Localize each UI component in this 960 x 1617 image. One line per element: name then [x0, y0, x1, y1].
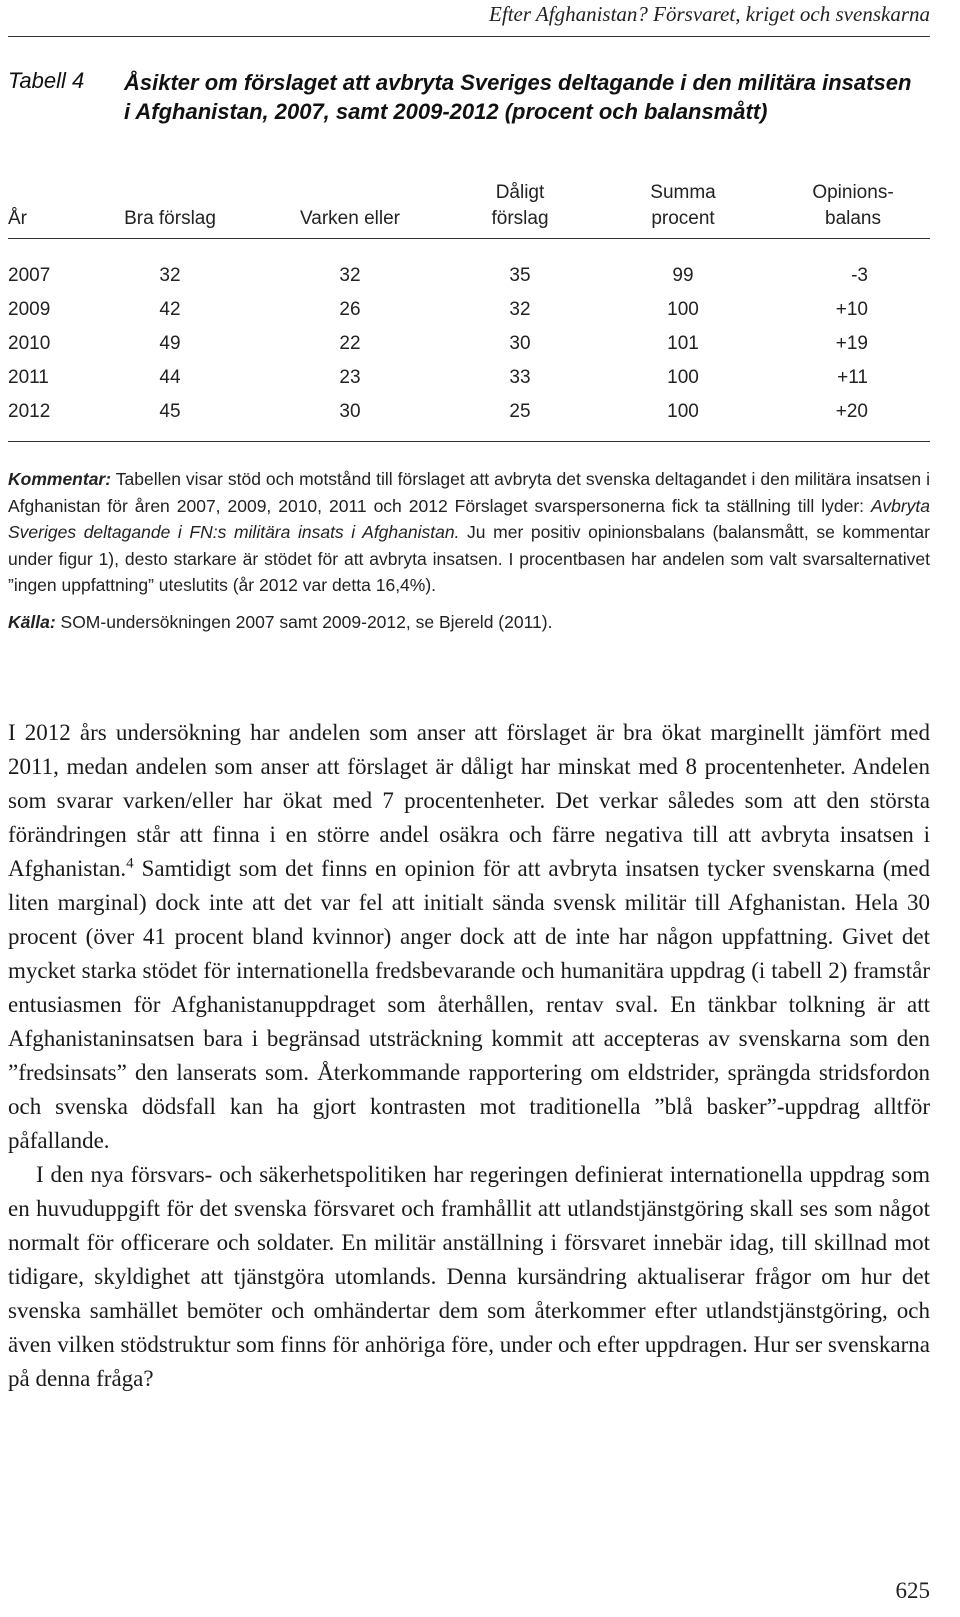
header-bad-line1: Dåligt — [495, 182, 545, 203]
cell-year: 2007 — [8, 265, 51, 286]
cell-sum: 99 — [672, 265, 694, 286]
header-neither-line2: Varken eller — [300, 208, 400, 229]
cell-balance: +20 — [835, 401, 868, 422]
header-rule — [8, 36, 930, 37]
cell-year: 2012 — [8, 401, 51, 422]
header-sum-percent — [608, 180, 758, 232]
cell-year: 2011 — [8, 367, 49, 388]
source-text: SOM-undersökningen 2007 samt 2009-2012, se Bjereld (2011). — [55, 611, 553, 632]
source-label: Källa: — [8, 611, 56, 632]
cell-neither: 22 — [339, 333, 361, 354]
cell-good: 49 — [159, 333, 181, 354]
cell-neither: 30 — [339, 401, 361, 422]
cell-good: 32 — [159, 265, 181, 286]
table-row — [8, 259, 930, 293]
table-row — [8, 327, 930, 361]
data-table — [8, 180, 930, 442]
header-balance-line1: Opinions- — [812, 182, 894, 203]
header-good-proposal — [90, 206, 250, 232]
table-row — [8, 361, 930, 395]
cell-bad: 30 — [509, 333, 531, 354]
cell-neither: 32 — [339, 265, 361, 286]
footnote-marker[interactable]: 4 — [126, 855, 134, 872]
header-bad-proposal — [440, 180, 600, 232]
paragraph-1-part-b: Samtidigt som det finns en opinion för att avbryta insatsen tycker svenskarna (med liten marginal) dock inte att det var fel att initialt sända svensk militär till Afghanistan. Hela 30 procent (över 41 procent bland kvinnor) anger dock att de inte har någon uppfattning. Givet det mycket starka stödet för internationella fredsbevarande och humanitära uppdrag (i tabell 2) framstår entusiasmen för Afghanistanuppdraget som återhållen, rentav sval. En tänkbar tolkning är att Afghanistaninsatsen bara i begränsad utsträckning kommit att accepteras av svenskarna som den ”fredsinsats” den lanserats som. Återkommande rapportering om eldstrider, sprängda stridsfordon och svenska dödsfall kan ha gjort kontrasten mot traditionella ”blå basker”-uppdrag alltför påfallande. — [8, 856, 930, 1153]
table-body — [8, 239, 930, 442]
cell-sum: 100 — [667, 299, 699, 320]
running-header: Efter Afghanistan? Försvaret, kriget och svenskarna — [489, 2, 930, 26]
cell-bad: 32 — [509, 299, 531, 320]
cell-balance: +10 — [835, 299, 868, 320]
table-row — [8, 395, 930, 429]
cell-good: 42 — [159, 299, 181, 320]
paragraph-1 — [8, 716, 930, 1158]
header-neither — [270, 206, 430, 232]
cell-balance: +11 — [837, 367, 868, 388]
body-text — [8, 716, 930, 1396]
cell-good: 45 — [159, 401, 181, 422]
table-source — [8, 609, 930, 636]
comment-text-1: Tabellen visar stöd och motstånd till förslaget att avbryta det svenska deltagandet i den militära insatsen i Afghanistan för åren 2007, 2009, 2010, 2011 och 2012 Förslaget svarspersonerna fick ta ställning till lyder: — [8, 469, 930, 516]
comment-label: Kommentar: — [8, 469, 112, 489]
header-good-line2: Bra förslag — [124, 208, 216, 229]
header-sum-line1: Summa — [650, 182, 716, 203]
header-balance-line2: balans — [825, 208, 881, 229]
cell-neither: 26 — [339, 299, 361, 320]
cell-year: 2010 — [8, 333, 51, 354]
table-label: Tabell 4 — [8, 68, 85, 93]
cell-bad: 35 — [509, 265, 531, 286]
page-number: 625 — [895, 1578, 930, 1603]
header-opinion-balance — [778, 180, 928, 232]
cell-balance: -3 — [851, 265, 868, 286]
header-sum-line2: procent — [651, 208, 715, 229]
comment-text-2: Ju mer positiv opinionsbalans (balansmått, se kommentar under figur 1), desto starkare är stödet för att avbryta insatsen. I procentbasen har andelen som valt svarsalternativet ”ingen uppfattning” uteslutits (år 2012 var detta 16,4%). — [8, 522, 930, 595]
table-title: Åsikter om förslaget att avbryta Sveriges deltagande i den militära insatsen i Afghanistan, 2007, samt 2009-2012 (procent och balansmått) — [124, 70, 912, 124]
table-row — [8, 293, 930, 327]
cell-sum: 100 — [667, 401, 699, 422]
header-year — [8, 206, 27, 232]
cell-good: 44 — [159, 367, 181, 388]
cell-bad: 33 — [509, 367, 531, 388]
table-header-row — [8, 180, 930, 239]
cell-bad: 25 — [509, 401, 531, 422]
header-bad-line2: förslag — [491, 208, 549, 229]
cell-sum: 101 — [667, 333, 699, 354]
table-comment — [8, 466, 930, 599]
comment-quote: Avbryta Sveriges deltagande i FN:s militära insats i Afghanistan. — [8, 495, 930, 542]
paragraph-1-part-a: I 2012 års undersökning har andelen som anser att förslaget är bra ökat marginellt jämfört med 2011, medan andelen som anser att förslaget är dåligt har minskat med 8 procentenheter. Andelen som svarar varken/eller har ökat med 7 procentenheter. Det verkar således som att den största förändringen står att finna i en större andel osäkra och färre negativa till att avbryta insatsen i Afghanistan. — [8, 720, 930, 881]
cell-sum: 100 — [667, 367, 699, 388]
paragraph-2: I den nya försvars- och säkerhetspolitiken har regeringen definierat internationella uppdrag som en huvuduppgift för det svenska försvaret och framhållit att utlandstjänstgöring skall ses som något normalt för officerare och soldater. En militär anställning i försvaret innebär idag, till skillnad mot tidigare, skyldighet att tjänstgöra utomlands. Denna kursändring aktualiserar frågor om hur det svenska samhället bemöter och omhändertar dem som återkommer efter utlandstjänstgöring, och även vilken stödstruktur som finns för anhöriga före, under och efter uppdragen. Hur ser svenskarna på denna fråga? — [8, 1162, 930, 1391]
table-notes — [8, 466, 930, 635]
cell-year: 2009 — [8, 299, 51, 320]
cell-neither: 23 — [339, 367, 361, 388]
cell-balance: +19 — [835, 333, 868, 354]
header-year-line2: År — [8, 208, 27, 229]
